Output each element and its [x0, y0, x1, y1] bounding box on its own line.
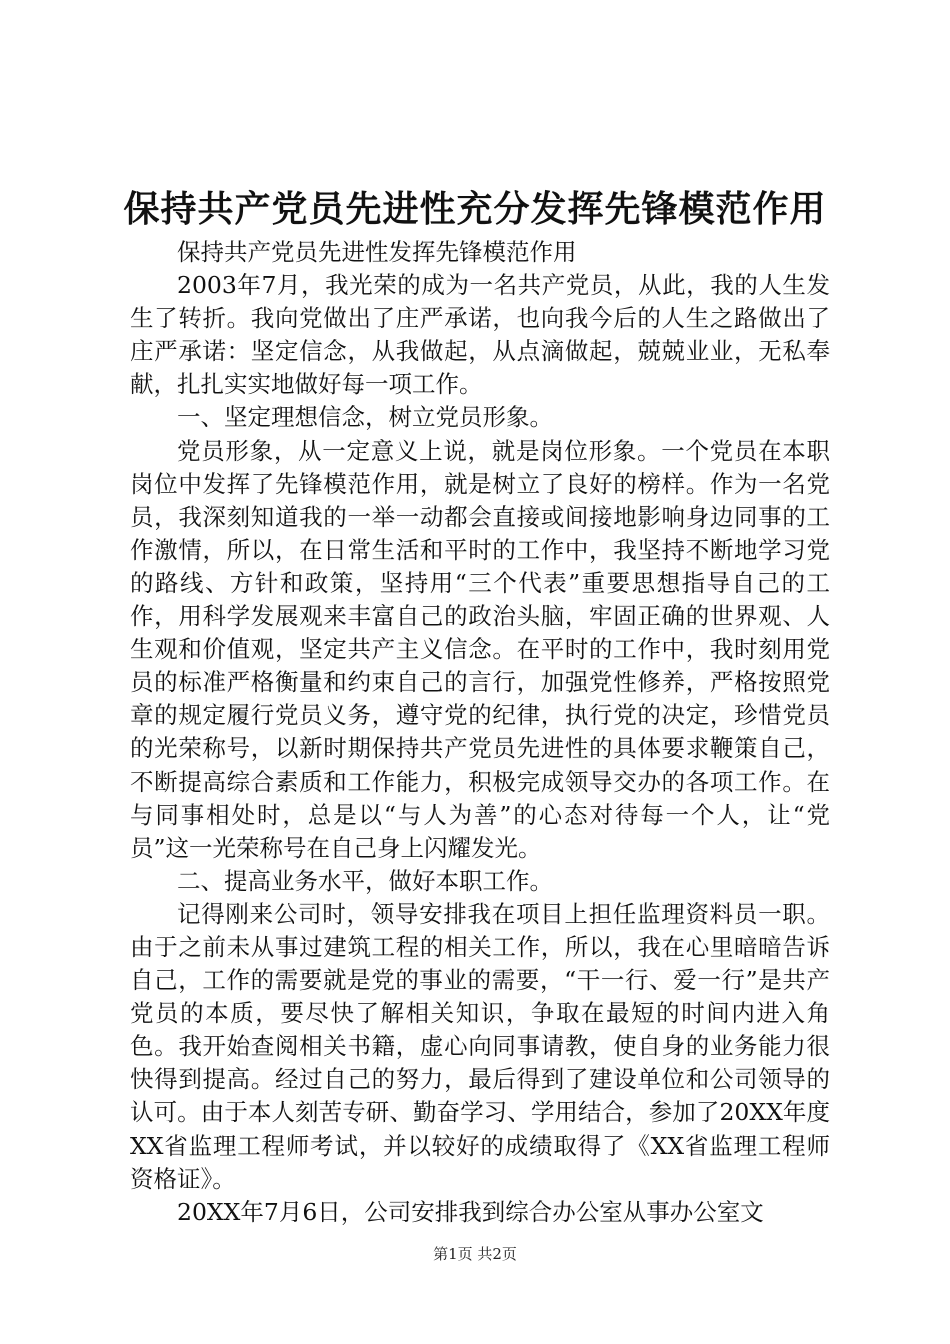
document-title: 保持共产党员先进性充分发挥先锋模范作用	[123, 188, 827, 230]
document-body	[130, 236, 830, 1229]
subtitle-paragraph: 保持共产党员先进性发挥先锋模范作用	[177, 238, 577, 266]
paragraph-intro: 2003年7月，我光荣的成为一名共产党员，从此，我的人生发生了转折。我向党做出了庄严承诺，也向我今后的人生之路做出了庄严承诺：坚定信念，从我做起，从点滴做起，兢兢业业，无私奉献，扎扎实实地做好每一项工作。	[130, 271, 830, 399]
paragraph-continued: 20XX年7月6日，公司安排我到综合办公室从事办公室文	[177, 1197, 764, 1226]
paragraph-section-2: 记得刚来公司时，领导安排我在项目上担任监理资料员一职。由于之前未从事过建筑工程的相关工作，所以，我在心里暗暗告诉自己，工作的需要就是党的事业的需要，“干一行、爱一行”是共产党员的本质，要尽快了解相关知识，争取在最短的时间内进入角色。我开始查阅相关书籍，虚心向同事请教，使自身的业务能力很快得到提高。经过自己的努力，最后得到了建设单位和公司领导的认可。由于本人刻苦专研、勤奋学习、学用结合，参加了20XX年度XX省监理工程师考试，并以较好的成绩取得了《XX省监理工程师资格证》。	[130, 899, 830, 1193]
section-heading-2: 二、提高业务水平，做好本职工作。	[177, 866, 553, 895]
page-footer: 第1页 共2页	[433, 1245, 517, 1263]
section-heading-1: 一、坚定理想信念，树立党员形象。	[177, 403, 553, 432]
paragraph-section-1: 党员形象，从一定意义上说，就是岗位形象。一个党员在本职岗位中发挥了先锋模范作用，就是树立了良好的榜样。作为一名党员，我深刻知道我的一举一动都会直接或间接地影响身边同事的工作激情，所以，在日常生活和平时的工作中，我坚持不断地学习党的路线、方针和政策，坚持用“三个代表”重要思想指导自己的工作，用科学发展观来丰富自己的政治头脑，牢固正确的世界观、人生观和价值观，坚定共产主义信念。在平时的工作中，我时刻用党员的标准严格衡量和约束自己的言行，加强党性修养，严格按照党章的规定履行党员义务，遵守党的纪律，执行党的决定，珍惜党员的光荣称号，以新时期保持共产党员先进性的具体要求鞭策自己，不断提高综合素质和工作能力，积极完成领导交办的各项工作。在与同事相处时，总是以“与人为善”的心态对待每一个人，让“党员”这一光荣称号在自己身上闪耀发光。	[130, 436, 830, 862]
